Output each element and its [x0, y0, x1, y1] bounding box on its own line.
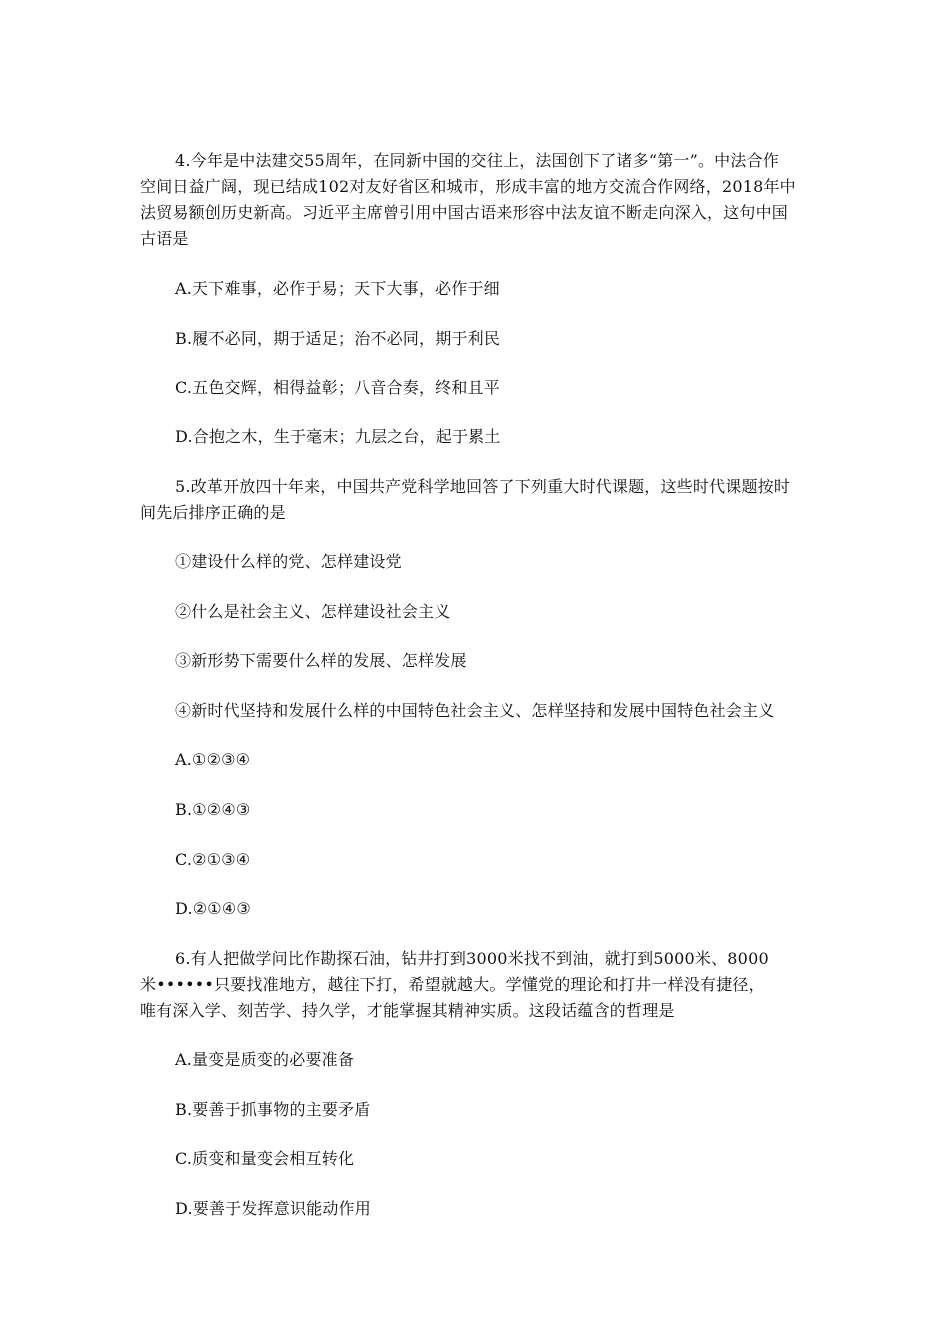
q4-option-b: B.履不必同，期于适足；治不必同，期于利民	[175, 329, 501, 348]
q5-option-d: D.②①④③	[175, 899, 251, 918]
q5-option-b: B.①②④③	[175, 800, 251, 819]
q5-option-a: A.①②③④	[175, 750, 251, 769]
q5-item-2: ②什么是社会主义、怎样建设社会主义	[175, 602, 451, 621]
q5-item-1: ①建设什么样的党、怎样建设党	[175, 552, 402, 571]
q4-stem-line-4: 古语是	[140, 229, 189, 248]
q4-option-a: A.天下难事，必作于易；天下大事，必作于细	[175, 279, 500, 298]
q5-stem-line-1: 5.改革开放四十年来，中国共产党科学地回答了下列重大时代课题，这些时代课题按时	[175, 477, 791, 496]
q4-option-c: C.五色交辉，相得益彰；八音合奏，终和且平	[175, 378, 500, 397]
q6-option-c: C.质变和量变会相互转化	[175, 1149, 355, 1168]
q6-stem-line-1: 6.有人把做学问比作勘探石油，钻井打到3000米找不到油，就打到5000米、8000	[175, 949, 769, 968]
q5-option-c: C.②①③④	[175, 850, 251, 869]
q4-stem-line-1: 4.今年是中法建交55周年，在同新中国的交往上，法国创下了诸多“第一”。中法合作	[175, 151, 779, 170]
q6-option-a: A.量变是质变的必要准备	[175, 1050, 355, 1069]
q4-option-d: D.合抱之木，生于毫末；九层之台，起于累土	[175, 427, 501, 446]
q5-item-3: ③新形势下需要什么样的发展、怎样发展	[175, 651, 467, 670]
q5-item-4: ④新时代坚持和发展什么样的中国特色社会主义、怎样坚持和发展中国特色社会主义	[175, 701, 775, 720]
q6-option-b: B.要善于抓事物的主要矛盾	[175, 1100, 371, 1119]
q5-stem-line-2: 间先后排序正确的是	[140, 503, 286, 522]
q6-option-d: D.要善于发挥意识能动作用	[175, 1199, 371, 1218]
q4-stem-line-3: 法贸易额创历史新高。习近平主席曾引用中国古语来形容中法友谊不断走向深入，这句中国	[140, 203, 789, 222]
q6-stem-line-3: 唯有深入学、刻苦学、持久学，才能掌握其精神实质。这段话蕴含的哲理是	[140, 1001, 675, 1020]
q6-stem-line-2: 米••••••只要找准地方，越往下打，希望就越大。学懂党的理论和打井一样没有捷径，	[140, 975, 765, 994]
q4-stem-line-2: 空间日益广阔，现已结成102对友好省区和城市，形成丰富的地方交流合作网络，2018年中	[140, 177, 796, 196]
